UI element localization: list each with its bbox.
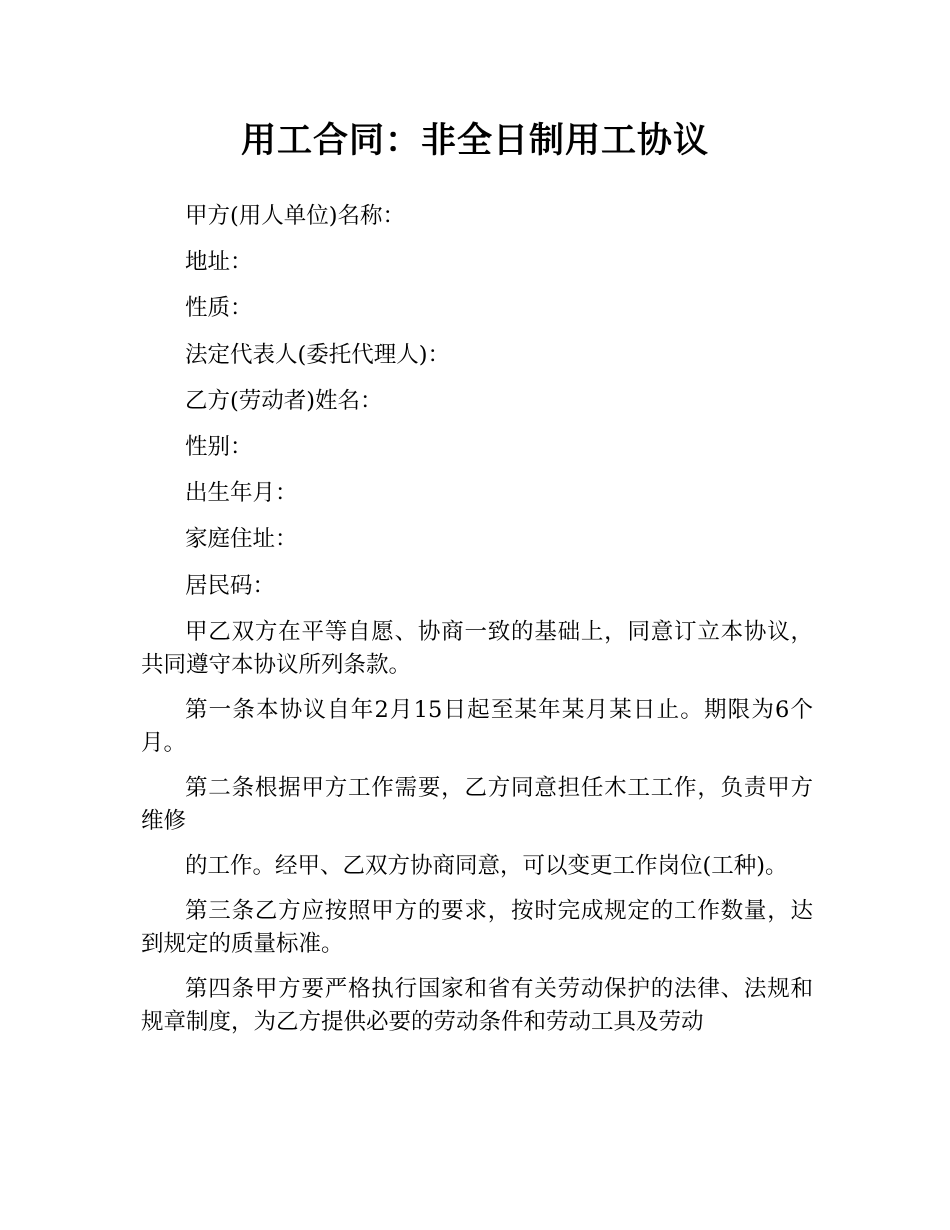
field-party-b-name: 乙方(劳动者)姓名： [185,387,383,414]
paragraph-preamble: 甲乙双方在平等自愿、协商一致的基础上，同意订立本协议，共同遵守本协议所列条款。 [141,618,813,678]
field-address: 地址： [185,249,253,276]
field-birth-date: 出生年月： [185,480,298,507]
field-nature: 性质： [185,295,253,322]
field-legal-representative: 法定代表人(委托代理人)： [185,341,451,368]
paragraph-article-4: 第四条甲方要严格执行国家和省有关劳动保护的法律、法规和规章制度，为乙方提供必要的劳动条件和劳动工具及劳动 [141,975,813,1035]
field-gender: 性别： [185,433,253,460]
field-home-address: 家庭住址： [185,526,298,553]
field-resident-code: 居民码： [185,572,276,599]
document-body [141,200,813,1051]
document-title: 用工合同：非全日制用工协议 [240,121,709,161]
paragraph-article-2-continued: 的工作。经甲、乙双方协商同意，可以变更工作岗位(工种)。 [185,852,788,879]
paragraph-article-3: 第三条乙方应按照甲方的要求，按时完成规定的工作数量，达到规定的质量标准。 [141,897,813,957]
field-party-a-name: 甲方(用人单位)名称： [185,203,406,229]
paragraph-article-1: 第一条本协议自年2月15日起至某年某月某日止。期限为6个月。 [141,696,813,756]
paragraph-article-2: 第二条根据甲方工作需要，乙方同意担任木工工作，负责甲方维修 [141,774,813,834]
